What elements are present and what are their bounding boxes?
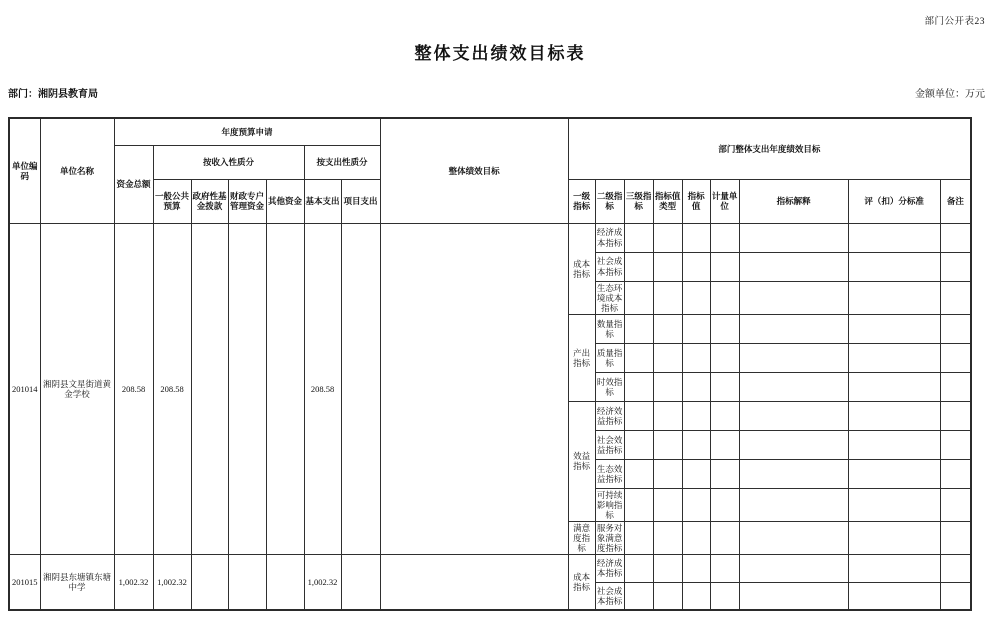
header-gov-fund-allocation: 政府性基金拨款 [191, 179, 228, 223]
level2-quantity-cell: 数量指标 [595, 314, 624, 343]
total-funds-cell: 208.58 [114, 223, 153, 554]
header-dept-annual-target: 部门整体支出年度绩效目标 [568, 118, 971, 179]
empty-cell [940, 430, 971, 459]
header-basic-expenditure: 基本支出 [304, 179, 341, 223]
level2-sustainable-cell: 可持续影响指标 [596, 489, 623, 520]
empty-cell [682, 281, 710, 314]
amount-unit-label: 金额单位：万元 [915, 89, 985, 100]
empty-cell [710, 430, 739, 459]
empty-cell [848, 343, 940, 372]
empty-cell [624, 401, 653, 430]
empty-cell [682, 343, 710, 372]
empty-cell [624, 372, 653, 401]
level1-benefit-cell: 效益指标 [568, 401, 595, 521]
doc-number-label: 部门公开表23 [924, 17, 985, 27]
empty-cell [940, 223, 971, 252]
header-other-funds: 其他资金 [266, 179, 304, 223]
header-fiscal-special-account: 财政专户管理资金 [228, 179, 266, 223]
empty-cell [848, 430, 940, 459]
empty-cell [739, 343, 848, 372]
empty-cell [653, 343, 682, 372]
meta-row [8, 85, 985, 100]
project-expenditure-cell [341, 223, 380, 554]
header-unit-name: 单位名称 [40, 118, 114, 223]
empty-cell [739, 582, 848, 610]
header-overall-target: 整体绩效目标 [380, 118, 568, 223]
level2-social-cost-cell: 社会成本指标 [595, 252, 624, 281]
empty-cell [624, 521, 653, 554]
empty-cell [710, 488, 739, 521]
empty-cell [710, 401, 739, 430]
empty-cell [653, 430, 682, 459]
empty-cell [624, 430, 653, 459]
empty-cell [848, 401, 940, 430]
empty-cell [710, 314, 739, 343]
level2-service-satisfaction-cell: 服务对象满意度指标 [596, 522, 623, 553]
empty-cell [739, 314, 848, 343]
basic-expenditure-cell: 208.58 [304, 223, 341, 554]
level2-econ-cost-cell: 经济成本指标 [595, 223, 624, 252]
level1-satisfaction-cell: 满意度指标 [568, 521, 595, 554]
empty-cell [848, 521, 940, 554]
table-row [9, 223, 971, 252]
empty-cell [624, 459, 653, 488]
empty-cell [739, 401, 848, 430]
level1-cost-cell: 成本指标 [568, 223, 595, 314]
level2-quality-cell: 质量指标 [595, 343, 624, 372]
header-unit-of-measure: 计量单位 [710, 179, 739, 223]
table-row [9, 554, 971, 582]
empty-cell [710, 521, 739, 554]
empty-cell [940, 554, 971, 582]
header-by-income: 按收入性质分 [153, 145, 304, 179]
header-value-type: 指标值类型 [653, 179, 682, 223]
level2-timeliness-cell: 时效指标 [595, 372, 624, 401]
empty-cell [940, 343, 971, 372]
other-funds-cell [266, 223, 304, 554]
gov-fund-cell [191, 554, 228, 610]
header-general-public-budget: 一般公共预算 [153, 179, 191, 223]
empty-cell [940, 252, 971, 281]
page-title: 整体支出绩效目标表 [414, 44, 586, 63]
gov-fund-cell [191, 223, 228, 554]
total-funds-cell: 1,002.32 [114, 554, 153, 610]
empty-cell [848, 372, 940, 401]
empty-cell [739, 459, 848, 488]
general-public-budget-cell: 208.58 [153, 223, 191, 554]
empty-cell [710, 554, 739, 582]
empty-cell [653, 281, 682, 314]
level1-output-cell: 产出指标 [568, 314, 595, 401]
empty-cell [940, 488, 971, 521]
empty-cell [653, 401, 682, 430]
level2-social-cost-cell: 社会成本指标 [595, 582, 624, 610]
empty-cell [624, 582, 653, 610]
fiscal-special-cell [228, 223, 266, 554]
level2-econ-cost-cell: 经济成本指标 [595, 554, 624, 582]
empty-cell [739, 521, 848, 554]
empty-cell [848, 223, 940, 252]
header-annual-budget: 年度预算申请 [114, 118, 380, 145]
empty-cell [624, 314, 653, 343]
empty-cell [682, 582, 710, 610]
unit-code-cell: 201014 [9, 223, 40, 554]
empty-cell [682, 459, 710, 488]
empty-cell [624, 554, 653, 582]
header-level1: 一级指标 [568, 179, 595, 223]
empty-cell [848, 554, 940, 582]
header-value: 指标值 [682, 179, 710, 223]
empty-cell [624, 252, 653, 281]
header-unit-code: 单位编码 [9, 118, 40, 223]
empty-cell [940, 401, 971, 430]
empty-cell [682, 372, 710, 401]
empty-cell [710, 343, 739, 372]
empty-cell [653, 582, 682, 610]
empty-cell [739, 281, 848, 314]
level2-econ-benefit-cell: 经济效益指标 [595, 401, 624, 430]
department-label: 部门：湘阴县教育局 [8, 89, 98, 100]
header-level3: 三级指标 [624, 179, 653, 223]
empty-cell [739, 223, 848, 252]
empty-cell [940, 459, 971, 488]
empty-cell [940, 281, 971, 314]
header-remark: 备注 [940, 179, 971, 223]
empty-cell [653, 372, 682, 401]
header-total-funds: 资金总额 [114, 145, 153, 223]
empty-cell [653, 223, 682, 252]
overall-goal-cell [380, 223, 568, 554]
empty-cell [848, 488, 940, 521]
level2-social-benefit-cell: 社会效益指标 [595, 430, 624, 459]
empty-cell [940, 372, 971, 401]
header-project-expenditure: 项目支出 [341, 179, 380, 223]
empty-cell [848, 459, 940, 488]
empty-cell [624, 281, 653, 314]
unit-name-cell: 湘阴县文星街道黄金学校 [40, 223, 114, 554]
empty-cell [682, 314, 710, 343]
unit-name-cell: 湘阴县东塘镇东塘中学 [40, 554, 114, 610]
header-explanation: 指标解释 [739, 179, 848, 223]
empty-cell [940, 521, 971, 554]
empty-cell [682, 223, 710, 252]
empty-cell [848, 281, 940, 314]
basic-expenditure-cell: 1,002.32 [304, 554, 341, 610]
empty-cell [653, 521, 682, 554]
empty-cell [710, 223, 739, 252]
empty-cell [653, 488, 682, 521]
empty-cell [653, 459, 682, 488]
empty-cell [739, 372, 848, 401]
empty-cell [653, 554, 682, 582]
empty-cell [682, 401, 710, 430]
overall-goal-cell [380, 554, 568, 610]
general-public-budget-cell: 1,002.32 [153, 554, 191, 610]
header-level2: 二级指标 [595, 179, 624, 223]
level2-eco-env-cost-cell: 生态环境成本指标 [596, 282, 623, 313]
header-row-1 [9, 118, 971, 145]
empty-cell [682, 430, 710, 459]
header-scoring: 评（扣）分标准 [848, 179, 940, 223]
empty-cell [710, 582, 739, 610]
empty-cell [940, 314, 971, 343]
unit-code-cell: 201015 [9, 554, 40, 610]
performance-target-table [8, 117, 972, 611]
empty-cell [848, 314, 940, 343]
header-by-expenditure: 按支出性质分 [304, 145, 380, 179]
empty-cell [682, 488, 710, 521]
empty-cell [848, 252, 940, 281]
empty-cell [682, 554, 710, 582]
level1-cost-cell: 成本指标 [568, 554, 595, 610]
other-funds-cell [266, 554, 304, 610]
empty-cell [739, 430, 848, 459]
empty-cell [940, 582, 971, 610]
empty-cell [653, 252, 682, 281]
empty-cell [710, 252, 739, 281]
empty-cell [624, 343, 653, 372]
empty-cell [624, 488, 653, 521]
empty-cell [848, 582, 940, 610]
empty-cell [710, 459, 739, 488]
project-expenditure-cell [341, 554, 380, 610]
empty-cell [682, 521, 710, 554]
empty-cell [739, 554, 848, 582]
level2-eco-benefit-cell: 生态效益指标 [595, 459, 624, 488]
empty-cell [710, 281, 739, 314]
empty-cell [624, 223, 653, 252]
fiscal-special-cell [228, 554, 266, 610]
empty-cell [653, 314, 682, 343]
empty-cell [682, 252, 710, 281]
empty-cell [739, 488, 848, 521]
empty-cell [710, 372, 739, 401]
empty-cell [739, 252, 848, 281]
